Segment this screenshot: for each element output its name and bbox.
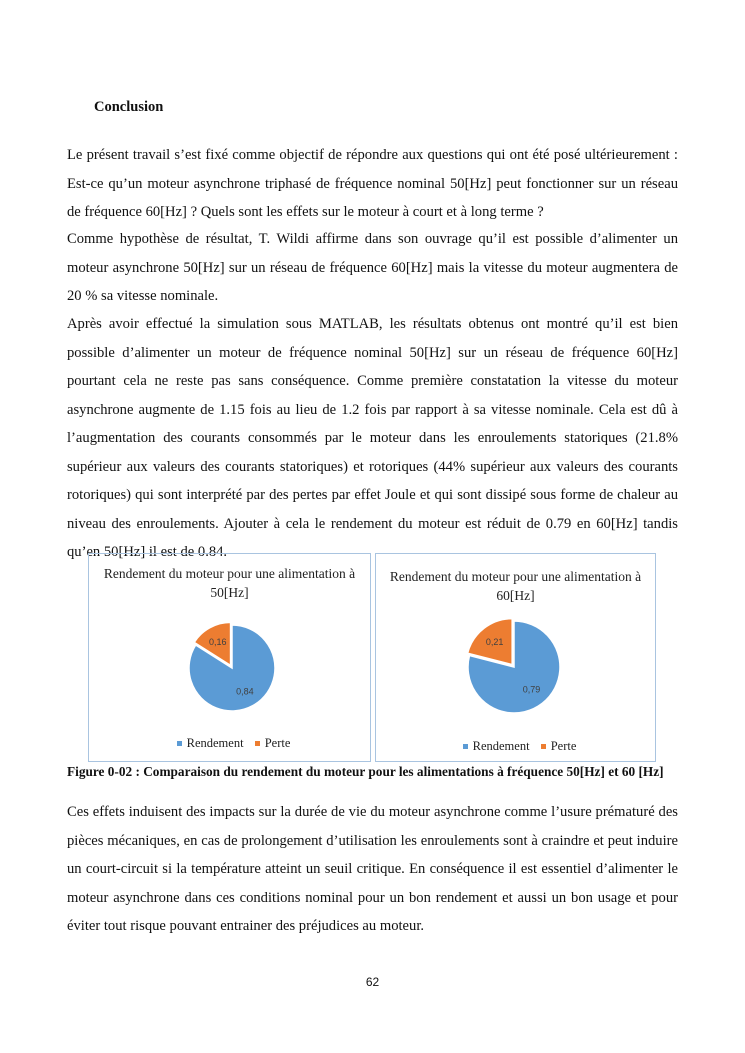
data-label: 0,16	[208, 637, 227, 648]
page-number: 62	[365, 975, 380, 989]
legend-swatch-perte	[255, 741, 260, 746]
legend-label: Perte	[264, 736, 291, 750]
figure-caption: Figure 0-02 : Comparaison du rendement du moteur pour les alimentations à fréquence 50[Hz] et 60 [Hz]	[67, 764, 664, 779]
pie-svg	[376, 554, 657, 763]
data-label: 0,84	[236, 686, 254, 697]
chart-title: Rendement du moteur pour une alimentation à 50[Hz]	[103, 566, 356, 600]
chart-title: Rendement du moteur pour une alimentation à 60[Hz]	[389, 569, 642, 603]
legend-swatch-rendement	[463, 744, 468, 749]
paragraph: Le présent travail s’est fixé comme objectif de répondre aux questions qui ont été posé ultérieurement : Est-ce qu’un moteur asynchrone triphasé de fréquence nominal 50[Hz] peut fonctionner sur un réseau de fréquence 60[Hz] ? Quels sont les effets sur le moteur à court et à long terme ?	[67, 147, 678, 220]
data-label: 0,79	[522, 684, 541, 695]
legend-swatch-perte	[541, 744, 546, 749]
chart-legend	[89, 736, 370, 751]
pie-chart-60hz	[375, 553, 656, 762]
paragraph: Ces effets induisent des impacts sur la durée de vie du moteur asynchrone comme l’usure prématuré des pièces mécaniques, en cas de prolongement d’utilisation les enroulements sont à craindre et peut induire un court-circuit si la température atteint un seuil critique. En conséquence il est essentiel d’alimenter le moteur asynchrone dans ces conditions nominal pour un bon rendement et aussi un bon usage et pour éviter tout risque pouvant entrainer des préjudices au moteur.	[67, 804, 678, 934]
paragraph: Après avoir effectué la simulation sous MATLAB, les résultats obtenus ont montré qu’il est bien possible d’alimenter un moteur de fréquence nominal 50[Hz] sur un réseau de fréquence 60[Hz] pourtant cela ne reste pas sans conséquence. Comme première constatation la vitesse du moteur asynchrone augmente de 1.15 fois au lieu de 1.2 fois par rapport à sa vitesse nominale. Cela est dû à l’augmentation des courants consommés par le moteur dans les enroulements statoriques (21.8% supérieur aux valeurs des courants statoriques) et rotoriques (44% supérieur aux valeurs des courants rotoriques) qui sont interprété par des pertes par effet Joule et qui sont dissipé sous forme de chaleur au niveau des enroulements. Ajouter à cela le rendement du moteur est réduit de 0.79 en 60[Hz] tandis qu’en 50[Hz] il est de 0.84.	[67, 316, 678, 560]
pie-chart-50hz	[88, 553, 371, 762]
legend-label: Rendement	[186, 736, 244, 750]
data-label: 0,21	[485, 637, 504, 648]
section-heading: Conclusion	[94, 99, 164, 115]
legend-swatch-rendement	[177, 741, 182, 746]
legend-label: Perte	[550, 739, 577, 753]
pie-svg	[89, 554, 372, 763]
legend-label: Rendement	[472, 739, 530, 753]
chart-legend	[376, 739, 655, 754]
paragraph: Comme hypothèse de résultat, T. Wildi affirme dans son ouvrage qu’il est possible d’alimenter un moteur asynchrone 50[Hz] sur un réseau de fréquence 60[Hz] mais la vitesse du moteur augmentera de 20 % sa vitesse nominale.	[67, 231, 678, 304]
